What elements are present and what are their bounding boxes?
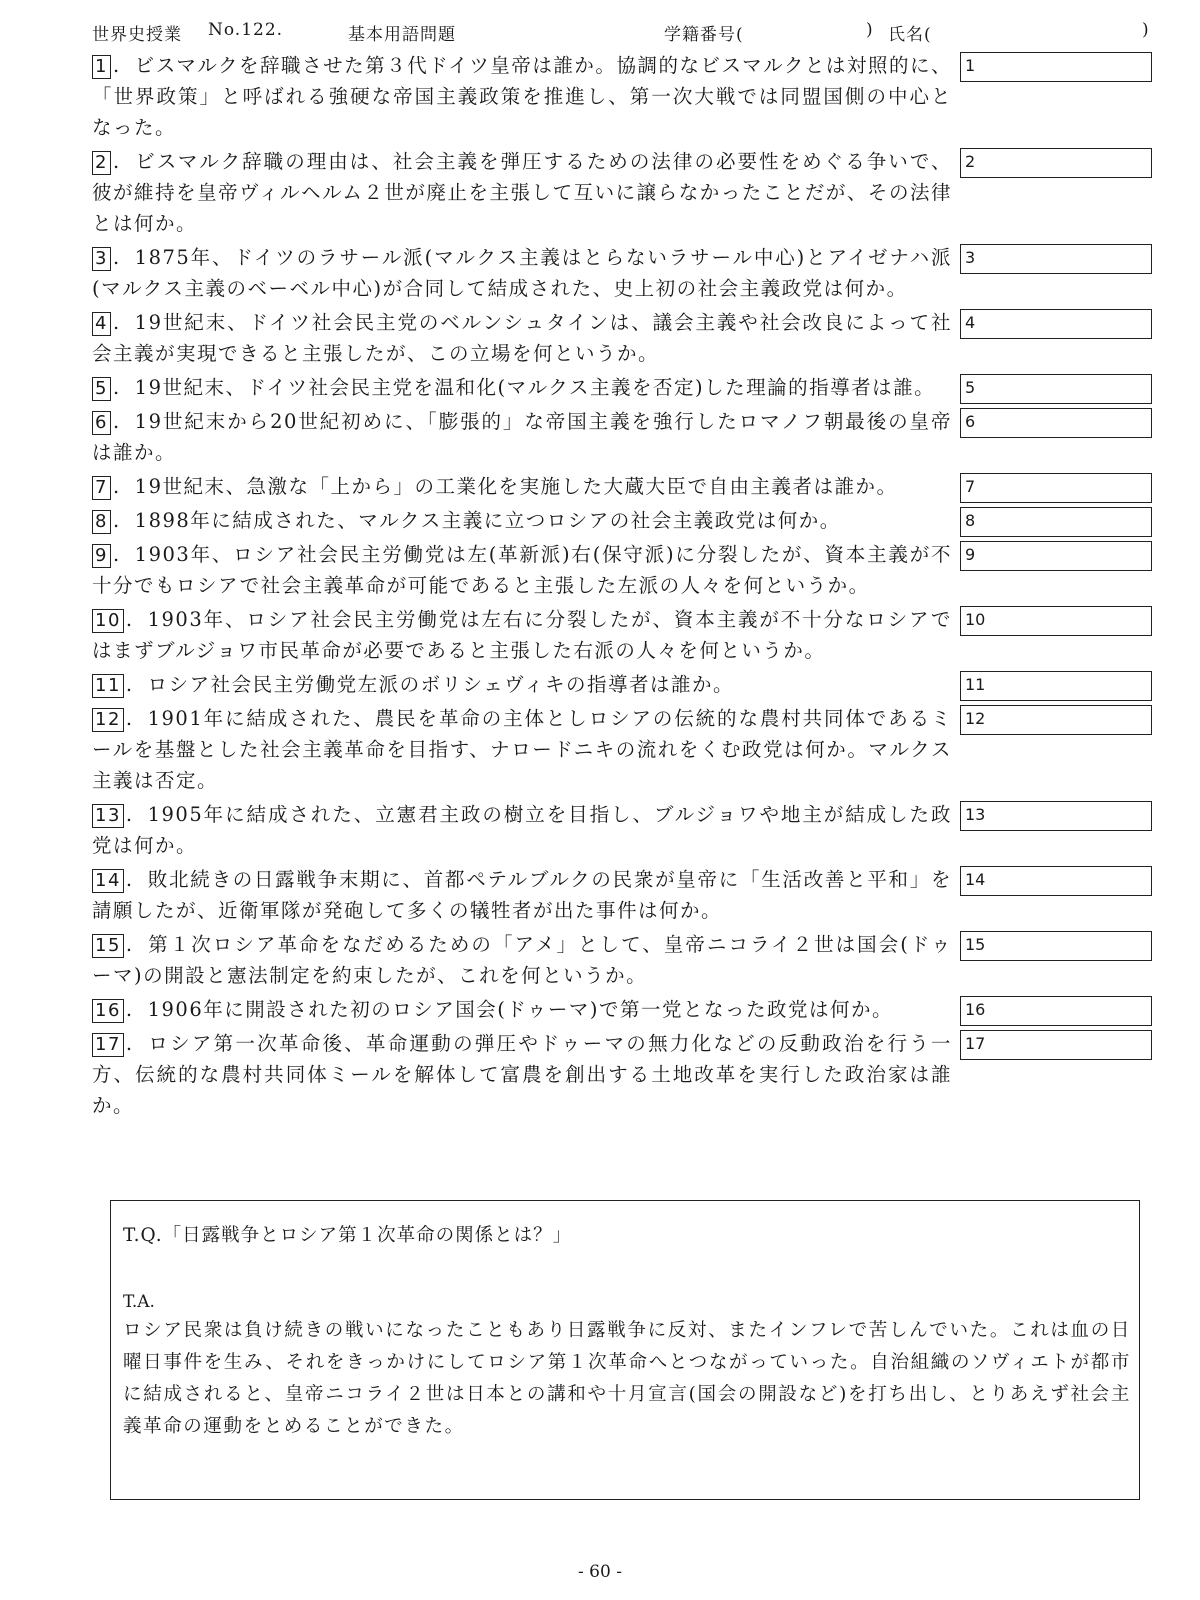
question-text-block	[92, 50, 952, 143]
question-item	[92, 505, 1162, 536]
question-number: 13	[92, 804, 124, 828]
answer-box[interactable]	[960, 507, 1152, 537]
answer-box-number: 8	[965, 511, 976, 530]
question-number-dot: .	[112, 475, 121, 498]
answer-box[interactable]	[960, 148, 1152, 178]
question-text-block	[92, 372, 952, 403]
student-number-label: 学籍番号(	[664, 25, 744, 45]
question-text: 1875年、ドイツのラサール派(マルクス主義はとらないラサール中心)とアイゼナハ派(マルクス主義のベーベル中心)が合同して結成された、史上初の社会主義政党は何か。	[92, 246, 952, 300]
answer-box-number: 17	[965, 1034, 986, 1053]
question-text: ロシア第一次革命後、革命運動の弾圧やドゥーマの無力化などの反動政治を行う一方、伝統的な農村共同体ミールを解体して富農を創出する土地改革を実行した政治家は誰か。	[92, 1032, 952, 1117]
question-text: 1903年、ロシア社会民主労働党は左(革新派)右(保守派)に分裂したが、資本主義が不十分でもロシアで社会主義革命が可能であると主張した左派の人々を何というか。	[92, 543, 952, 597]
answer-box-number: 16	[965, 1000, 986, 1019]
question-number: 3	[92, 247, 111, 271]
question-text-block	[92, 505, 952, 536]
question-item	[92, 307, 1162, 369]
tq-answer-label: T.A.	[123, 1292, 155, 1312]
question-list	[92, 50, 1162, 1124]
question-number-dot: .	[112, 54, 121, 77]
worksheet-title: 基本用語問題	[348, 25, 456, 45]
question-number: 15	[92, 934, 124, 958]
answer-box-number: 11	[965, 675, 986, 694]
answer-box[interactable]	[960, 996, 1152, 1026]
question-number: 12	[92, 708, 124, 732]
question-number: 16	[92, 999, 124, 1023]
question-text: ロシア社会民主労働党左派のボリシェヴィキの指導者は誰か。	[147, 673, 735, 696]
tq-answer: ロシア民衆は負け続きの戦いになったこともあり日露戦争に反対、またインフレで苦しんでいた。これは血の日曜日事件を生み、それをきっかけにしてロシア第１次革命へとつながっていった。自治組織のソヴィエトが都市に結成されると、皇帝ニコライ２世は日本との講和や十月宣言(国会の開設など)を打ち出し、とりあえず社会主義革命の運動をとめることができた。	[123, 1320, 1131, 1437]
question-number: 7	[92, 476, 111, 500]
tq-box	[110, 1200, 1140, 1500]
question-text: 19世紀末から20世紀初めに、「膨張的」な帝国主義を強行したロマノフ朝最後の皇帝は誰か。	[92, 410, 952, 464]
answer-box[interactable]	[960, 705, 1152, 735]
question-item	[92, 604, 1162, 666]
question-number-dot: .	[125, 608, 134, 631]
question-text-block	[92, 994, 952, 1025]
question-text: 1903年、ロシア社会民主労働党は左右に分裂したが、資本主義が不十分なロシアではまずブルジョワ市民革命が必要であると主張した右派の人々を何というか。	[92, 608, 952, 662]
question-number-dot: .	[125, 933, 134, 956]
question-number: 8	[92, 510, 111, 534]
question-text: 第１次ロシア革命をなだめるための「アメ」として、皇帝ニコライ２世は国会(ドゥーマ)の開設と憲法制定を約束したが、これを何というか。	[92, 933, 952, 987]
question-text-block	[92, 669, 952, 700]
answer-box-number: 2	[965, 152, 976, 171]
worksheet-header	[92, 20, 1162, 46]
page-number: - 60 -	[578, 1562, 622, 1582]
question-number: 10	[92, 609, 124, 633]
question-number: 6	[92, 411, 111, 435]
answer-box-number: 5	[965, 378, 976, 397]
question-item	[92, 864, 1162, 926]
question-item	[92, 372, 1162, 403]
question-number-dot: .	[112, 410, 121, 433]
question-text: 敗北続きの日露戦争末期に、首都ペテルブルクの民衆が皇帝に「生活改善と平和」を請願したが、近衛軍隊が発砲して多くの犠牲者が出た事件は何か。	[92, 868, 952, 922]
question-number: 17	[92, 1033, 124, 1057]
answer-box[interactable]	[960, 931, 1152, 961]
question-text-block	[92, 929, 952, 991]
question-item	[92, 50, 1162, 143]
answer-box-number: 9	[965, 545, 976, 564]
answer-box-number: 1	[965, 56, 976, 75]
answer-box-number: 10	[965, 610, 986, 629]
question-number-dot: .	[125, 803, 134, 826]
answer-box[interactable]	[960, 52, 1152, 82]
question-text-block	[92, 864, 952, 926]
question-text: 19世紀末、ドイツ社会民主党のベルンシュタインは、議会主義や社会改良によって社会主義が実現できると主張したが、この立場を何というか。	[92, 311, 952, 365]
answer-box[interactable]	[960, 374, 1152, 404]
question-number: 5	[92, 377, 111, 401]
student-number-close: )	[866, 20, 874, 40]
question-number: 14	[92, 869, 124, 893]
question-text: 19世紀末、急激な「上から」の工業化を実施した大蔵大臣で自由主義者は誰か。	[134, 475, 898, 498]
answer-box[interactable]	[960, 866, 1152, 896]
question-item	[92, 703, 1162, 796]
question-number-dot: .	[112, 246, 121, 269]
name-close: )	[1142, 20, 1150, 40]
question-text-block	[92, 604, 952, 666]
answer-box-number: 6	[965, 412, 976, 431]
question-number-dot: .	[112, 543, 121, 566]
question-text-block	[92, 703, 952, 796]
course-name: 世界史授業	[92, 25, 182, 45]
question-text-block	[92, 146, 952, 239]
question-text: 19世紀末、ドイツ社会民主党を温和化(マルクス主義を否定)した理論的指導者は誰。	[134, 376, 936, 399]
question-number-dot: .	[125, 1032, 134, 1055]
question-item	[92, 242, 1162, 304]
answer-box-number: 3	[965, 248, 976, 267]
answer-box[interactable]	[960, 408, 1152, 438]
answer-box[interactable]	[960, 309, 1152, 339]
answer-box[interactable]	[960, 244, 1152, 274]
answer-box[interactable]	[960, 606, 1152, 636]
answer-box[interactable]	[960, 671, 1152, 701]
question-number-dot: .	[112, 376, 121, 399]
question-number: 11	[92, 674, 124, 698]
question-number-dot: .	[125, 998, 134, 1021]
question-text: 1906年に開設された初のロシア国会(ドゥーマ)で第一党となった政党は何か。	[147, 998, 893, 1021]
question-number: 9	[92, 544, 111, 568]
question-text-block	[92, 799, 952, 861]
question-text-block	[92, 1028, 952, 1121]
question-number-dot: .	[125, 707, 134, 730]
answer-box-number: 13	[965, 805, 986, 824]
question-item	[92, 669, 1162, 700]
question-number-dot: .	[125, 868, 134, 891]
question-item	[92, 146, 1162, 239]
answer-box[interactable]	[960, 473, 1152, 503]
question-number: 2	[92, 151, 111, 175]
question-item	[92, 994, 1162, 1025]
name-label: 氏名(	[888, 25, 932, 45]
question-item	[92, 1028, 1162, 1121]
question-text-block	[92, 539, 952, 601]
question-item	[92, 539, 1162, 601]
question-text: 1898年に結成された、マルクス主義に立つロシアの社会主義政党は何か。	[134, 509, 841, 532]
question-number-dot: .	[112, 150, 121, 173]
answer-box-number: 14	[965, 870, 986, 889]
answer-box[interactable]	[960, 541, 1152, 571]
question-item	[92, 799, 1162, 861]
answer-box[interactable]	[960, 801, 1152, 831]
tq-question: T.Q.「日露戦争とロシア第１次革命の関係とは？」	[123, 1225, 573, 1246]
answer-box-number: 12	[965, 709, 986, 728]
answer-box-number: 15	[965, 935, 986, 954]
question-text-block	[92, 406, 952, 468]
question-text: ビスマルクを辞職させた第３代ドイツ皇帝は誰か。協調的なビスマルクとは対照的に、「世界政策」と呼ばれる強硬な帝国主義政策を推進し、第一次大戦では同盟国側の中心となった。	[92, 54, 952, 139]
question-text: 1901年に結成された、農民を革命の主体としロシアの伝統的な農村共同体であるミールを基盤とした社会主義革命を目指す、ナロードニキの流れをくむ政党は何か。マルクス主義は否定。	[92, 707, 952, 792]
worksheet-number: No.122.	[208, 20, 284, 40]
question-text-block	[92, 242, 952, 304]
question-number-dot: .	[112, 311, 121, 334]
question-item	[92, 471, 1162, 502]
question-text-block	[92, 471, 952, 502]
question-text-block	[92, 307, 952, 369]
question-number-dot: .	[125, 673, 134, 696]
question-number-dot: .	[112, 509, 121, 532]
answer-box-number: 7	[965, 477, 976, 496]
answer-box[interactable]	[960, 1030, 1152, 1060]
question-text: ビスマルク辞職の理由は、社会主義を弾圧するための法律の必要性をめぐる争いで、彼が維持を皇帝ヴィルヘルム２世が廃止を主張して互いに譲らなかったことだが、その法律とは何か。	[92, 150, 952, 235]
question-item	[92, 929, 1162, 991]
answer-box-number: 4	[965, 313, 976, 332]
question-item	[92, 406, 1162, 468]
question-text: 1905年に結成された、立憲君主政の樹立を目指し、ブルジョワや地主が結成した政党は何か。	[92, 803, 952, 857]
question-number: 4	[92, 312, 111, 336]
question-number: 1	[92, 55, 111, 79]
